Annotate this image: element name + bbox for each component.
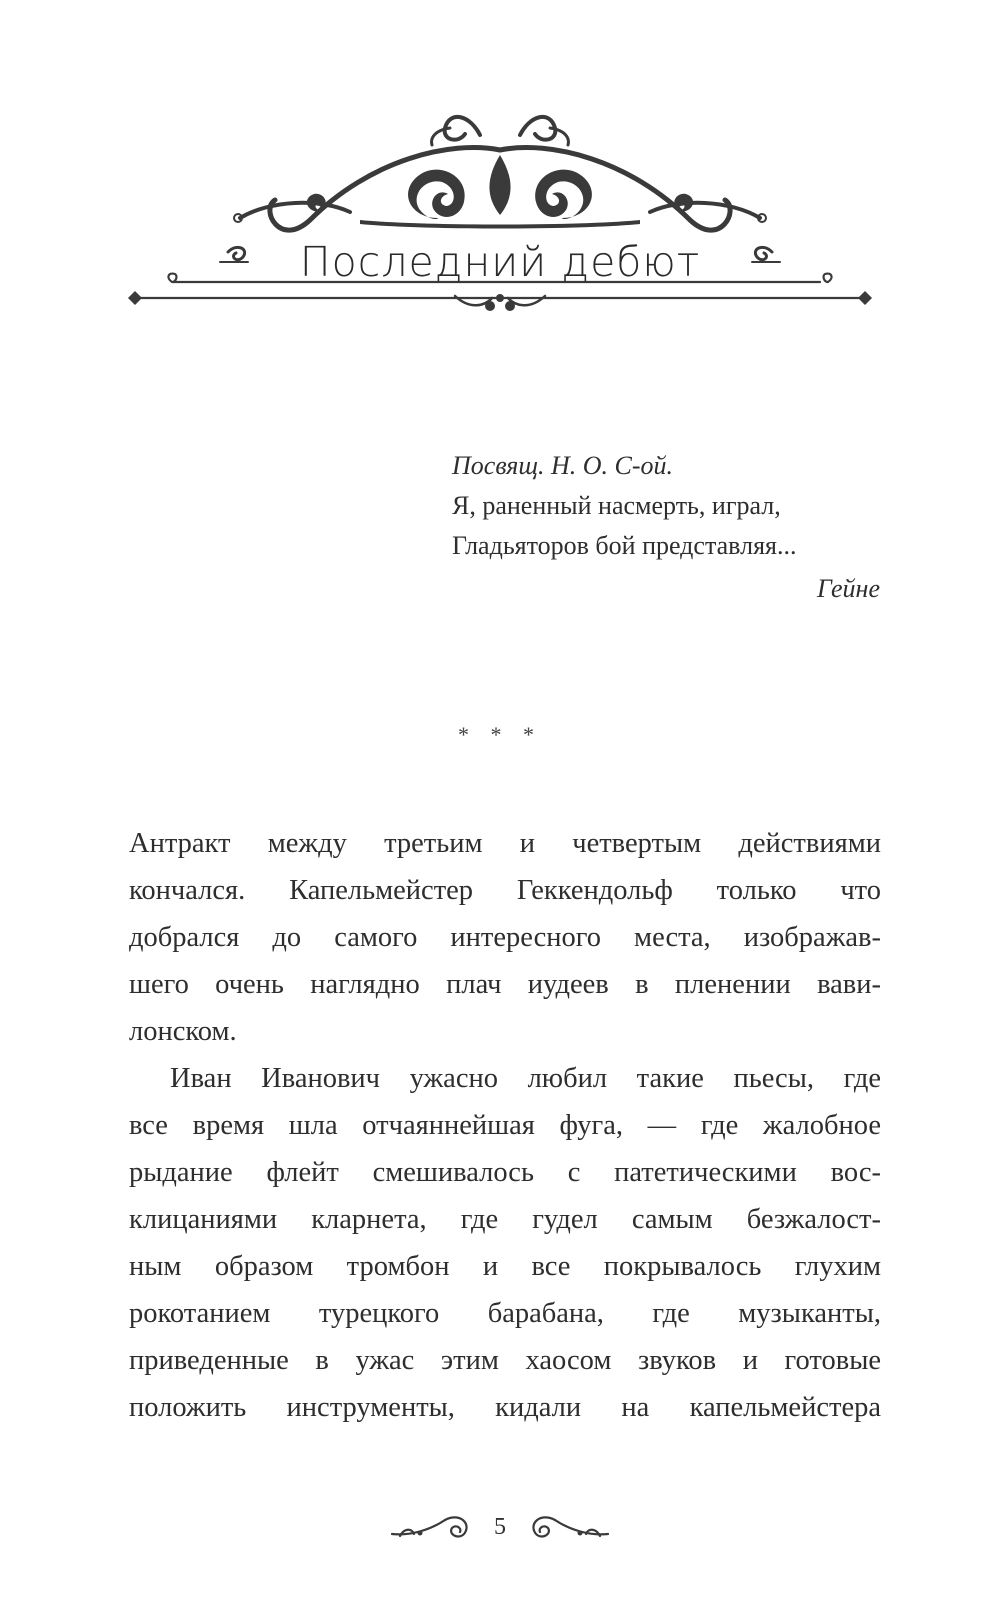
scroll-ornament-icon [120,100,880,330]
epigraph-line: Гладьяторов бой представляя... [452,531,797,560]
text-line: Иван Иванович ужасно любил такие пьесы, где [170,1063,881,1094]
text-line: рокотанием турецкого барабана, где музыканты, [129,1298,881,1329]
text-line: клицаниями кларнета, где гудел самым безжалост- [129,1204,881,1235]
epigraph-author: Гейне [817,574,880,603]
text-line: добрался до самого интересного места, изображав- [129,922,881,953]
section-separator: * * * [458,722,542,747]
header-ornament-icon [120,100,880,330]
body-text [129,820,881,1431]
text-line: кончался. Капельмейстер Геккендольф только что [129,875,881,906]
epigraph [452,446,880,609]
text-line: шего очень наглядно плач иудеев в пленении вави- [129,969,881,1000]
text-line: ным образом тромбон и все покрывалось глухим [129,1251,881,1282]
chapter-title: Последний дебют [299,238,701,286]
epigraph-line: Я, раненный насмерть, играл, [452,491,781,520]
text-line: лонском. [129,1016,237,1047]
text-line: положить инструменты, кидали на капельмейстера [129,1392,881,1423]
page-footer [390,1500,610,1560]
page-number: 5 [494,1514,506,1540]
text-line: все время шла отчаяннейшая фуга, — где жалобное [129,1110,881,1141]
text-line: рыдание флейт смешивалось с патетическими вос- [129,1157,881,1188]
text-line: приведенные в ужас этим хаосом звуков и готовые [129,1345,881,1376]
text-line: Антракт между третьим и четвертым действиями [129,828,881,859]
epigraph-dedication: Посвящ. Н. О. С-ой. [452,451,674,480]
